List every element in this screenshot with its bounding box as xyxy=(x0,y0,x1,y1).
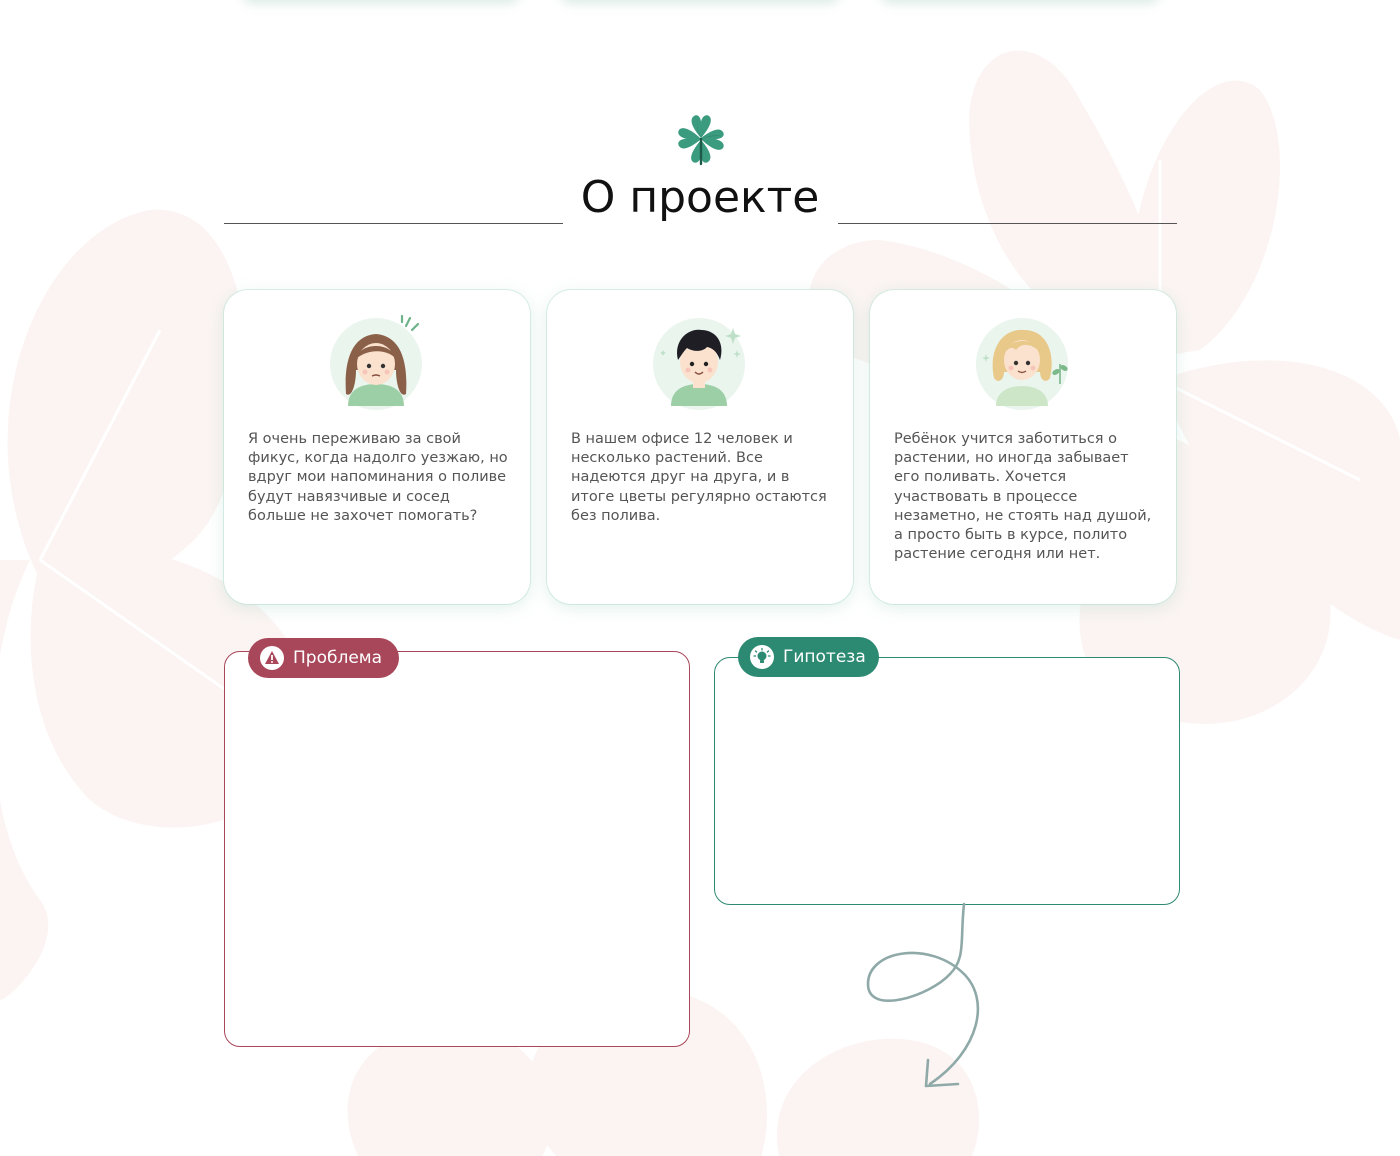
persona-card xyxy=(224,290,530,604)
persona-card xyxy=(870,290,1176,604)
persona-quote: Я очень переживаю за свой фикус, когда надолго уезжаю, но вдруг мои напоминания о поливе будут навязчивые и сосед больше не захочет помогать? xyxy=(248,431,508,524)
problem-badge xyxy=(248,638,399,678)
girl-blonde-avatar xyxy=(976,314,1072,410)
curly-arrow-icon xyxy=(860,900,1000,1100)
page-title: О проекте xyxy=(580,172,820,223)
persona-card xyxy=(547,290,853,604)
problem-label: Проблема xyxy=(293,648,383,668)
problem-box xyxy=(224,651,690,1047)
hypothesis-badge xyxy=(738,637,879,677)
lightbulb-icon xyxy=(750,645,774,669)
hypothesis-label: Гипотеза xyxy=(783,647,866,667)
boy-black-hair-avatar xyxy=(653,314,749,410)
title-divider-left xyxy=(224,223,563,224)
title-divider-right xyxy=(838,223,1177,224)
persona-quote: Ребёнок учится заботиться о растении, но иногда забывает его поливать. Хочется участвовать в процессе незаметно, не стоять над душой, а просто быть в курсе, полито растение сегодня или нет. xyxy=(894,431,1152,563)
hypothesis-box xyxy=(714,657,1180,905)
persona-quote: В нашем офисе 12 человек и несколько растений. Все надеются друг на друга, и в итоге цветы регулярно остаются без полива. xyxy=(571,431,827,524)
girl-brown-hair-avatar xyxy=(330,314,426,410)
clover-icon xyxy=(674,112,728,166)
warning-icon xyxy=(260,646,284,670)
